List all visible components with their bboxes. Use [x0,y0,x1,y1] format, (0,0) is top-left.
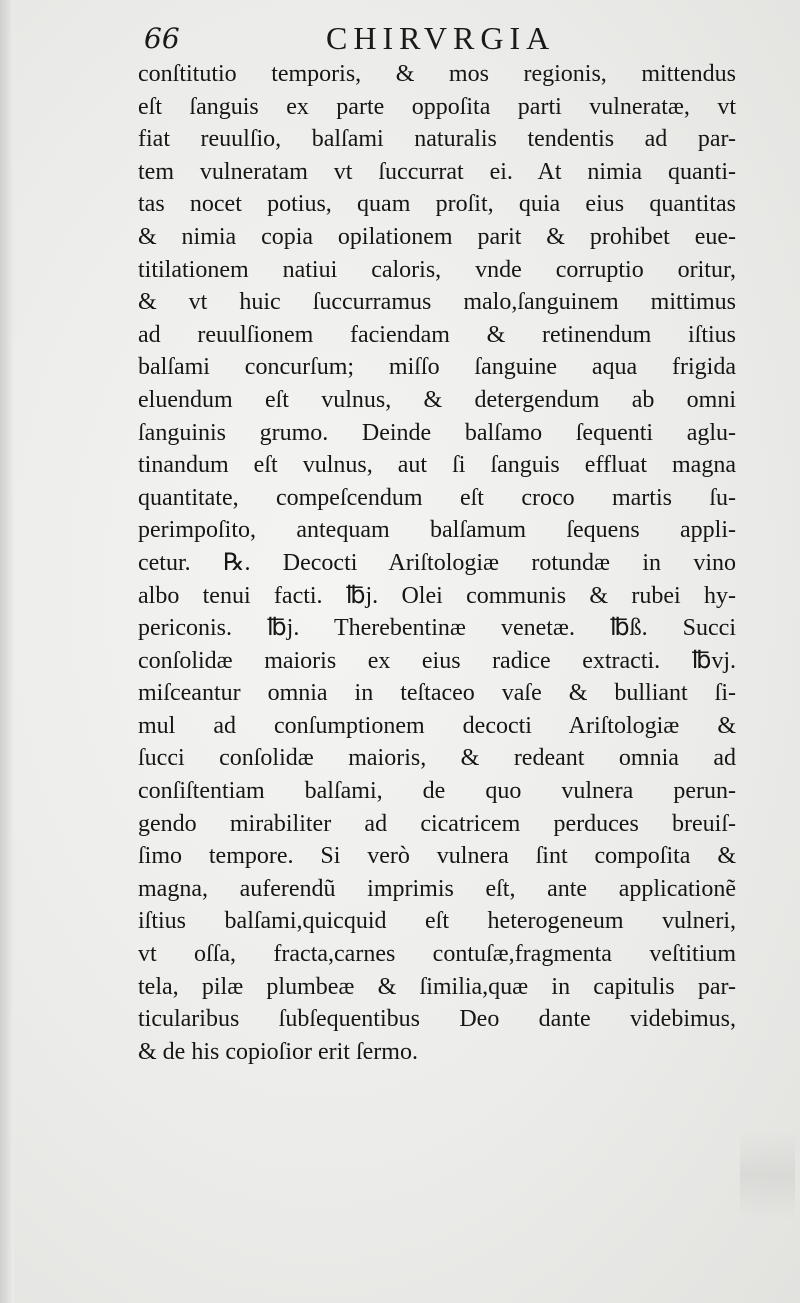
text-line: periconis. ℔j. Therebentinæ venetæ. ℔ß. Succi [138,615,736,642]
page-header [130,20,730,60]
text-line: miſceantur omnia in teſtaceo vaſe & bulliant ſi- [138,680,736,707]
text-line: conſolidæ maioris ex eius radice extracti. ℔vj. [138,647,736,674]
text-line: ad reuulſionem faciendam & retinendum iſtius [138,321,736,348]
text-line: cetur. ℞. Decocti Ariſtologiæ rotundæ in vino [138,549,736,576]
text-line-last: & de his copioſior erit ſermo. [138,1038,418,1065]
text-line: ſimo tempore. Si verò vulnera ſint compoſita & [138,843,736,870]
text-line: tas nocet potius, quam proſit, quia eius quantitas [138,191,736,218]
text-line: & vt huic ſuccurramus malo,ſanguinem mittimus [138,289,736,316]
text-line: ticularibus ſubſequentibus Deo dante videbimus, [138,1006,736,1033]
text-line: tem vulneratam vt ſuccurrat ei. At nimia quanti- [138,158,736,185]
text-line: albo tenui facti. ℔j. Olei communis & rubei hy- [138,582,736,609]
text-line: titilationem natiui caloris, vnde corruptio oritur, [138,256,736,283]
text-line: gendo mirabiliter ad cicatricem perduces breuiſ- [138,810,736,837]
text-line: balſami concurſum; miſſo ſanguine aqua frigida [138,354,736,381]
text-line: perimpoſito, antequam balſamum ſequens appli- [138,517,736,544]
text-line: ſanguinis grumo. Deinde balſamo ſequenti aglu- [138,419,736,446]
text-line: ſucci conſolidæ maioris, & redeant omnia ad [138,745,736,772]
text-line: quantitate, compeſcendum eſt croco martis ſu- [138,484,736,511]
text-line: mul ad conſumptionem decocti Ariſtologiæ & [138,712,736,739]
text-line: iſtius balſami,quicquid eſt heterogeneum vulneri, [138,908,736,935]
show-through-shadow [740,1130,795,1220]
text-line: eluendum eſt vulnus, & detergendum ab omni [138,386,736,413]
body-text [138,58,736,1128]
text-line: tinandum eſt vulnus, aut ſi ſanguis effluat magna [138,452,736,479]
text-line: magna, auferendũ imprimis eſt, ante applicationẽ [138,875,736,902]
binding-gutter [0,0,14,1303]
text-line: conſtitutio temporis, & mos regionis, mittendus [138,61,736,87]
text-line: eſt ſanguis ex parte oppoſita parti vulneratæ, vt [138,93,736,120]
text-line: & nimia copia opilationem parit & prohibet eue- [138,223,736,250]
running-head: CHIRVRGIA [326,20,556,56]
text-line: tela, pilæ plumbeæ & ſimilia,quæ in capitulis par- [138,973,736,1000]
text-line: vt oſſa, fracta,carnes contuſæ,fragmenta veſtitium [138,941,736,968]
text-line: fiat reuulſio, balſami naturalis tendentis ad par- [138,126,736,153]
text-line: conſiſtentiam balſami, de quo vulnera perun- [138,778,736,805]
page-number: 66 [144,22,180,55]
